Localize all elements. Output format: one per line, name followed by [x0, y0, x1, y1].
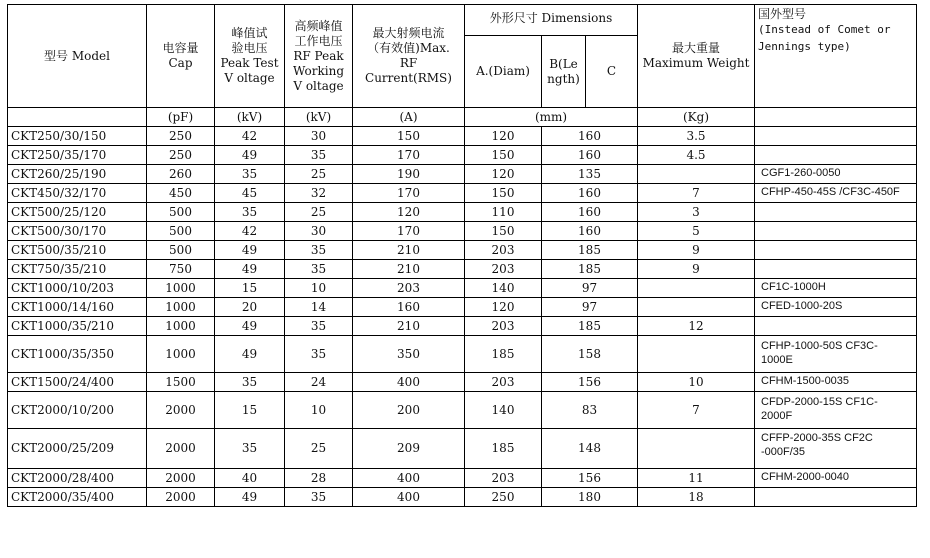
header-line: Peak Test [220, 56, 279, 70]
cell-cap: 2000 [147, 469, 215, 488]
cell-cap: 2000 [147, 429, 215, 469]
cell-rf-current: 350 [353, 336, 465, 373]
cell-model: CKT500/25/120 [8, 203, 147, 222]
cell-weight: 10 [638, 373, 755, 392]
cell-rf-current: 170 [353, 146, 465, 165]
cell-model: CKT1500/24/400 [8, 373, 147, 392]
header-rf-peak [285, 5, 353, 108]
header-line: （有效值)Max. [367, 41, 450, 55]
cell-rf-current: 120 [353, 203, 465, 222]
cell-dim-b: 97 [542, 279, 638, 298]
cell-rf-peak: 30 [285, 222, 353, 241]
cell-peak-test: 49 [215, 336, 285, 373]
table-row [8, 336, 917, 373]
cell-dim-a: 120 [465, 298, 542, 317]
cell-rf-peak: 32 [285, 184, 353, 203]
cell-foreign-model [755, 203, 917, 222]
cell-dim-b: 156 [542, 373, 638, 392]
cell-dim-b: 160 [542, 203, 638, 222]
header-line: V oltage [224, 71, 275, 85]
cell-cap: 500 [147, 203, 215, 222]
cell-peak-test: 35 [215, 429, 285, 469]
cell-dim-a: 203 [465, 241, 542, 260]
cell-cap: 500 [147, 222, 215, 241]
cell-rf-peak: 35 [285, 260, 353, 279]
cell-model: CKT1000/10/203 [8, 279, 147, 298]
cell-cap: 250 [147, 146, 215, 165]
cell-rf-peak: 28 [285, 469, 353, 488]
cell-dim-b: 148 [542, 429, 638, 469]
cell-dim-a: 110 [465, 203, 542, 222]
cell-model: CKT500/35/210 [8, 241, 147, 260]
cell-peak-test: 20 [215, 298, 285, 317]
cell-model: CKT1000/14/160 [8, 298, 147, 317]
cell-cap: 1500 [147, 373, 215, 392]
unit-weight: (Kg) [638, 108, 755, 127]
header-dim-a: A.(Diam) [465, 36, 542, 108]
header-line: V oltage [293, 78, 344, 93]
cell-weight: 9 [638, 241, 755, 260]
cell-model: CKT250/35/170 [8, 146, 147, 165]
header-dimensions: 外形尺寸 Dimensions [465, 5, 638, 36]
header-cap [147, 5, 215, 108]
cell-dim-a: 185 [465, 429, 542, 469]
cell-rf-peak: 24 [285, 373, 353, 392]
foreign-model-line: CFDP-2000-15S CF1C- [761, 396, 878, 409]
cell-dim-a: 150 [465, 222, 542, 241]
cell-rf-peak: 10 [285, 279, 353, 298]
cell-weight: 3 [638, 203, 755, 222]
table-row [8, 203, 917, 222]
cell-weight: 12 [638, 317, 755, 336]
cell-dim-a: 250 [465, 488, 542, 507]
foreign-model-line: CFED-1000-20S [761, 300, 843, 313]
cell-cap: 450 [147, 184, 215, 203]
cell-rf-peak: 35 [285, 241, 353, 260]
cell-peak-test: 35 [215, 165, 285, 184]
cell-dim-a: 150 [465, 184, 542, 203]
cell-weight: 11 [638, 469, 755, 488]
header-line: ngth) [547, 71, 580, 86]
foreign-model-line: -000F/35 [761, 445, 806, 458]
header-line: 高频峰值 [294, 18, 343, 33]
cell-peak-test: 45 [215, 184, 285, 203]
header-line: Maximum Weight [642, 56, 750, 70]
header-foreign-model [755, 5, 917, 108]
cell-cap: 1000 [147, 279, 215, 298]
cell-cap: 260 [147, 165, 215, 184]
cell-peak-test: 42 [215, 222, 285, 241]
cell-foreign-model [755, 429, 917, 469]
header-line: Current(RMS) [365, 71, 452, 85]
cell-dim-b: 160 [542, 184, 638, 203]
header-rf-current [353, 5, 465, 108]
table-row [8, 279, 917, 298]
cell-weight: 4.5 [638, 146, 755, 165]
foreign-model-line: 1000E [761, 354, 793, 366]
cell-rf-peak: 14 [285, 298, 353, 317]
header-dim-b [542, 36, 586, 108]
header-line: (Instead of Comet or [758, 23, 891, 36]
foreign-model-line: CFHP-450-45S /CF3C-450F [761, 186, 900, 199]
cell-dim-b: 185 [542, 241, 638, 260]
cell-cap: 1000 [147, 336, 215, 373]
header-foreign-subtitle [758, 22, 913, 55]
table-row [8, 429, 917, 469]
table-row [8, 165, 917, 184]
cell-foreign-model [755, 317, 917, 336]
cell-rf-current: 203 [353, 279, 465, 298]
header-line: 电容量 [162, 41, 199, 55]
cell-foreign-model [755, 260, 917, 279]
cell-foreign-model [755, 298, 917, 317]
header-model: 型号 Model [8, 5, 147, 108]
cell-dim-a: 203 [465, 260, 542, 279]
cell-model: CKT2000/25/209 [8, 429, 147, 469]
cell-foreign-model [755, 488, 917, 507]
cell-foreign-model [755, 469, 917, 488]
unit-dims: (mm) [465, 108, 638, 127]
foreign-model-line: CFFP-2000-35S CF2C [761, 432, 873, 444]
cell-dim-a: 203 [465, 373, 542, 392]
cell-model: CKT2000/10/200 [8, 392, 147, 429]
cell-rf-peak: 30 [285, 127, 353, 146]
cell-rf-current: 209 [353, 429, 465, 469]
cell-rf-current: 150 [353, 127, 465, 146]
table-row [8, 127, 917, 146]
unit-rf-peak: (kV) [285, 108, 353, 127]
foreign-model-line: CFHP-1000-50S CF3C- [761, 340, 878, 353]
cell-peak-test: 15 [215, 279, 285, 298]
cell-peak-test: 49 [215, 146, 285, 165]
foreign-model-line: CFHM-1500-0035 [761, 375, 850, 388]
cell-foreign-model [755, 184, 917, 203]
cell-rf-current: 210 [353, 260, 465, 279]
cell-foreign-model [755, 279, 917, 298]
header-peak-test [215, 5, 285, 108]
cell-foreign-model [755, 165, 917, 184]
spec-table-container [7, 4, 917, 507]
header-line: Cap [168, 56, 193, 70]
cell-dim-b: 156 [542, 469, 638, 488]
cell-cap: 750 [147, 260, 215, 279]
cell-weight: 9 [638, 260, 755, 279]
header-dim-c: C [586, 36, 638, 108]
foreign-model-line: 2000F [761, 410, 793, 422]
cell-weight: 3.5 [638, 127, 755, 146]
cell-model: CKT500/30/170 [8, 222, 147, 241]
cell-rf-peak: 35 [285, 336, 353, 373]
table-row [8, 260, 917, 279]
cell-dim-a: 140 [465, 392, 542, 429]
cell-model: CKT260/25/190 [8, 165, 147, 184]
cell-dim-b: 180 [542, 488, 638, 507]
cell-model: CKT750/35/210 [8, 260, 147, 279]
cell-peak-test: 42 [215, 127, 285, 146]
cell-rf-current: 400 [353, 373, 465, 392]
table-row [8, 469, 917, 488]
foreign-model-line: CGF1-260-0050 [761, 167, 841, 180]
cell-weight: 18 [638, 488, 755, 507]
table-row [8, 488, 917, 507]
header-line: 验电压 [231, 41, 268, 55]
cell-cap: 1000 [147, 298, 215, 317]
cell-model: CKT2000/35/400 [8, 488, 147, 507]
cell-peak-test: 35 [215, 203, 285, 222]
cell-cap: 250 [147, 127, 215, 146]
cell-weight [638, 336, 755, 373]
cell-rf-current: 400 [353, 469, 465, 488]
cell-rf-current: 170 [353, 184, 465, 203]
cell-rf-peak: 25 [285, 165, 353, 184]
header-line: B(Le [549, 56, 578, 71]
cell-rf-peak: 35 [285, 317, 353, 336]
cell-rf-current: 170 [353, 222, 465, 241]
cell-peak-test: 49 [215, 241, 285, 260]
cell-foreign-model [755, 392, 917, 429]
cell-cap: 500 [147, 241, 215, 260]
cell-dim-a: 203 [465, 317, 542, 336]
cell-dim-b: 158 [542, 336, 638, 373]
header-line: 峰值试 [231, 26, 268, 40]
cell-rf-current: 400 [353, 488, 465, 507]
cell-peak-test: 49 [215, 260, 285, 279]
foreign-model-line: CFHM-2000-0040 [761, 471, 850, 484]
cell-rf-peak: 35 [285, 488, 353, 507]
cell-dim-a: 120 [465, 165, 542, 184]
cell-rf-peak: 25 [285, 203, 353, 222]
table-row [8, 222, 917, 241]
cell-peak-test: 35 [215, 373, 285, 392]
header-line: RF Peak [293, 48, 344, 63]
cell-weight [638, 429, 755, 469]
cell-rf-current: 200 [353, 392, 465, 429]
unit-foreign [755, 108, 917, 127]
cell-model: CKT1000/35/350 [8, 336, 147, 373]
cell-rf-current: 210 [353, 241, 465, 260]
header-foreign-title: 国外型号 [758, 7, 807, 21]
cell-rf-peak: 10 [285, 392, 353, 429]
cell-weight: 7 [638, 392, 755, 429]
cell-peak-test: 49 [215, 317, 285, 336]
cell-model: CKT450/32/170 [8, 184, 147, 203]
cell-foreign-model [755, 373, 917, 392]
cell-dim-b: 97 [542, 298, 638, 317]
unit-cap: (pF) [147, 108, 215, 127]
cell-foreign-model [755, 222, 917, 241]
cell-weight [638, 279, 755, 298]
cell-rf-peak: 25 [285, 429, 353, 469]
cell-peak-test: 40 [215, 469, 285, 488]
cell-cap: 2000 [147, 392, 215, 429]
cell-dim-b: 160 [542, 146, 638, 165]
cell-dim-b: 160 [542, 222, 638, 241]
cell-cap: 1000 [147, 317, 215, 336]
cell-rf-current: 210 [353, 317, 465, 336]
cell-dim-b: 185 [542, 260, 638, 279]
cell-dim-b: 83 [542, 392, 638, 429]
header-line: Jennings type) [758, 39, 851, 53]
table-row [8, 146, 917, 165]
cell-rf-current: 160 [353, 298, 465, 317]
table-row [8, 298, 917, 317]
cell-peak-test: 49 [215, 488, 285, 507]
cell-dim-b: 160 [542, 127, 638, 146]
foreign-model-line: CF1C-1000H [761, 281, 826, 294]
unit-rf-current: (A) [353, 108, 465, 127]
header-line: 工作电压 [294, 33, 343, 48]
cell-dim-a: 203 [465, 469, 542, 488]
cell-dim-b: 135 [542, 165, 638, 184]
cell-cap: 2000 [147, 488, 215, 507]
cell-weight [638, 298, 755, 317]
cell-foreign-model [755, 146, 917, 165]
cell-dim-a: 150 [465, 146, 542, 165]
header-weight [638, 5, 755, 108]
cell-weight: 5 [638, 222, 755, 241]
cell-rf-peak: 35 [285, 146, 353, 165]
unit-model [8, 108, 147, 127]
cell-dim-a: 120 [465, 127, 542, 146]
capacitor-spec-table [7, 4, 917, 507]
cell-foreign-model [755, 336, 917, 373]
table-row [8, 373, 917, 392]
cell-dim-a: 185 [465, 336, 542, 373]
table-body [8, 127, 917, 507]
cell-foreign-model [755, 127, 917, 146]
cell-weight: 7 [638, 184, 755, 203]
cell-model: CKT250/30/150 [8, 127, 147, 146]
cell-dim-b: 185 [542, 317, 638, 336]
header-line: 最大射频电流 [372, 26, 445, 40]
table-row [8, 241, 917, 260]
header-line: Working [293, 63, 344, 78]
header-line: RF [399, 56, 418, 70]
table-row [8, 317, 917, 336]
cell-dim-a: 140 [465, 279, 542, 298]
unit-peak-test: (kV) [215, 108, 285, 127]
cell-model: CKT2000/28/400 [8, 469, 147, 488]
header-line: 最大重量 [671, 41, 720, 55]
cell-rf-current: 190 [353, 165, 465, 184]
table-row [8, 184, 917, 203]
cell-weight [638, 165, 755, 184]
cell-foreign-model [755, 241, 917, 260]
cell-peak-test: 15 [215, 392, 285, 429]
table-row [8, 392, 917, 429]
cell-model: CKT1000/35/210 [8, 317, 147, 336]
